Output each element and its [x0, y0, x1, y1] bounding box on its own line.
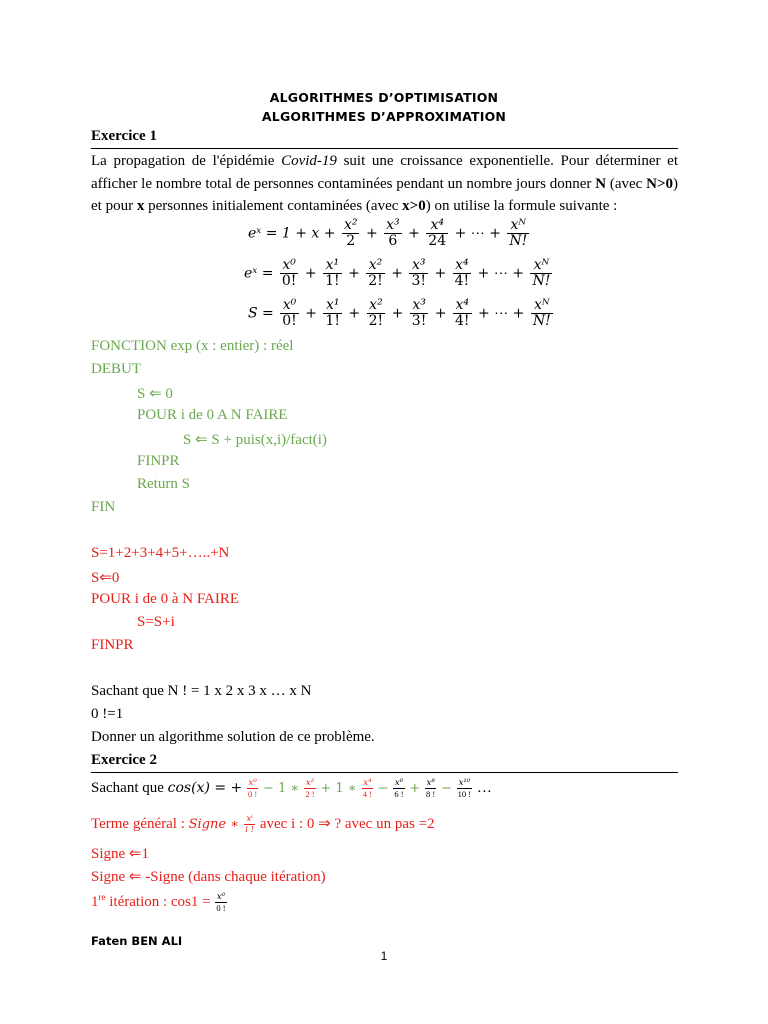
exercise1-title: Exercice 1 — [91, 128, 157, 144]
formula-exp-factorial: eˣ = $\frac{\text{x⁰}}{0!}$ + $\frac{\text{x¹}}{1!}$ + $\frac{\text{x²}}{2!}$ + $\frac{\text{x³}}{3!}$ + $\frac{\text{x⁴}}{4!}$ + ⋯ + $\frac{\text{xᴺ}}{N!}$ — [244, 257, 551, 289]
cos-series: Sachant que cos(x) = + $\frac{\text{x⁰}}{0 !}$ − 1 ∗ $\frac{\text{x²}}{2 !}$ + 1 ∗ $\frac{\text{x⁴}}{4 !}$ − $\frac{\text{x⁶}}{6 !}$ + $\frac{\text{x⁸}}{8 !}$ − $\frac{\text{x¹⁰}}{10 !}$ … — [91, 778, 492, 799]
footer-author: Faten BEN ALI — [91, 934, 183, 948]
algo-red-line: S=S+i — [137, 614, 175, 630]
first-iteration: 1re itération : cos1 = $\frac{\text{x⁰}}{0 !}$ — [91, 891, 226, 913]
document-title: ALGORITHMES D’OPTIMISATION — [269, 90, 499, 105]
algo-red-line: FINPR — [91, 637, 134, 653]
note-factorial: Sachant que N ! = 1 x 2 x 3 x … x N — [91, 683, 312, 699]
page-number: 1 — [380, 949, 388, 963]
signe-init: Signe ⇐1 — [91, 846, 149, 862]
formula-sum-s: S = $\frac{\text{x⁰}}{0!}$ + $\frac{\text{x¹}}{1!}$ + $\frac{\text{x²}}{2!}$ + $\frac{\text{x³}}{3!}$ + $\frac{\text{x⁴}}{4!}$ + ⋯ + $\frac{\text{xᴺ}}{N!}$ — [248, 297, 551, 329]
algo-line: DEBUT — [91, 361, 141, 377]
algo-line: POUR i de 0 A N FAIRE — [137, 407, 288, 423]
note-zero-factorial: 0 !=1 — [91, 706, 124, 722]
signe-update: Signe ⇐ -Signe (dans chaque itération) — [91, 869, 326, 885]
algo-line: FIN — [91, 499, 116, 515]
terme-general: Terme général : Signe ∗ $\frac{\text{xⁱ}}{i !}$ avec i : 0 ⇒ ? avec un pas =2 — [91, 814, 435, 836]
algo-red-line: POUR i de 0 à N FAIRE — [91, 591, 240, 607]
exercise2-title: Exercice 2 — [91, 752, 157, 768]
exercise1-intro: La propagation de l'épidémie Covid-19 suit une croissance exponentielle. Pour déterminer et afficher le nombre total de personnes contaminées pendant un nombre jours donner N (avec N>0) et pour x personnes initialement contaminées (avec x>0) on utilise la formule suivante : — [91, 153, 679, 214]
algo-line: FINPR — [137, 453, 180, 469]
exercise2-rule — [91, 772, 678, 773]
algo-line: S ⇐ S + puis(x,i)/fact(i) — [183, 432, 327, 448]
formula-exp-series: eˣ = 1 + x + $\frac{\text{x²}}{2}$ + $\frac{\text{x³}}{6}$ + $\frac{\text{x⁴}}{24}$ + ⋯ + $\frac{\text{xᴺ}}{N!}$ — [248, 217, 528, 249]
note-question: Donner un algorithme solution de ce problème. — [91, 729, 375, 745]
algo-line: S ⇐ 0 — [137, 386, 173, 402]
document-subtitle: ALGORITHMES D’APPROXIMATION — [261, 109, 507, 124]
algo-red-line: S=1+2+3+4+5+…..+N — [91, 545, 230, 561]
algo-red-line: S⇐0 — [91, 570, 120, 586]
exercise1-rule — [91, 148, 678, 149]
algo-line: Return S — [137, 476, 190, 492]
algo-line: FONCTION exp (x : entier) : réel — [91, 338, 294, 354]
